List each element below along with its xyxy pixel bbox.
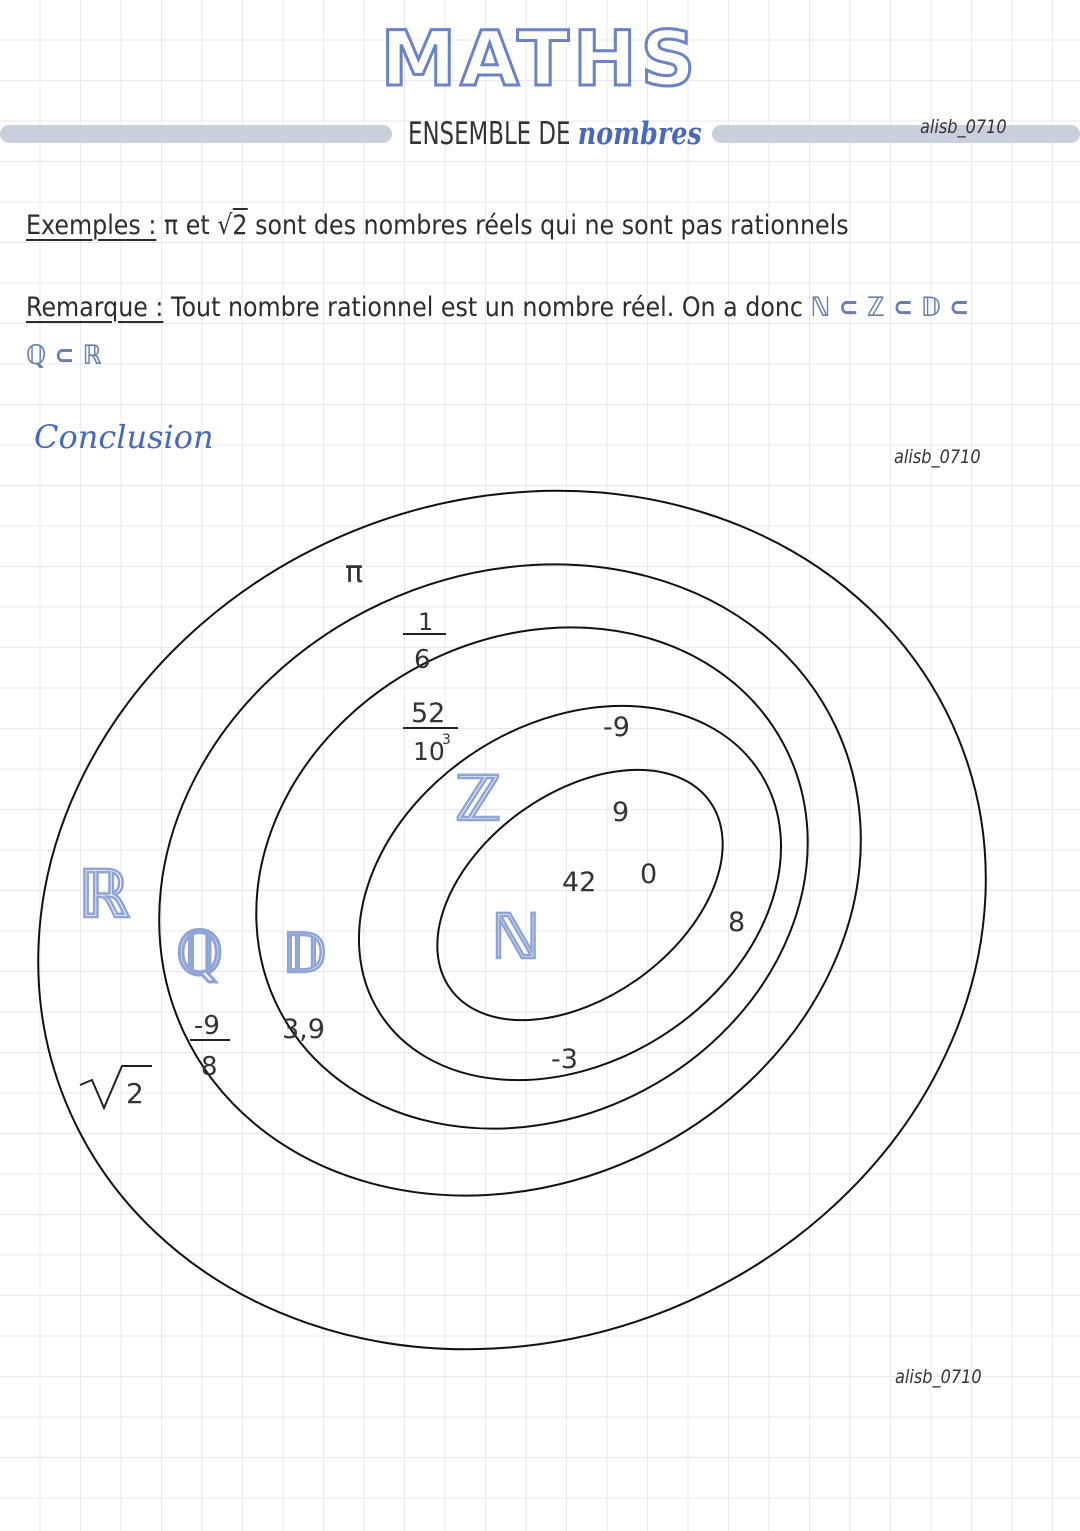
- element-pi: π: [345, 555, 364, 590]
- subtitle-main: ENSEMBLE DE: [408, 116, 578, 152]
- sqrt-symbol: √: [217, 210, 233, 241]
- set-label-z: ℤ: [455, 762, 502, 835]
- conclusion-title: Conclusion: [34, 418, 214, 456]
- element-one-sixth-numerator: 1: [418, 608, 434, 636]
- element-zero: 0: [640, 859, 658, 890]
- element-sqrt-two-radicand: 2: [126, 1077, 144, 1110]
- set-label-r: ℝ: [78, 856, 131, 933]
- element-forty-two: 42: [562, 867, 597, 898]
- watermark-middle: alisb_0710: [894, 446, 981, 468]
- set-d-boundary: [168, 532, 897, 1223]
- element-minus-three: -3: [551, 1044, 578, 1075]
- remarque-label: Remarque :: [26, 292, 164, 323]
- exemples-label: Exemples :: [26, 210, 157, 241]
- inclusion-chain-1: ℕ ⊂ ℤ ⊂ 𝔻 ⊂: [810, 292, 970, 323]
- watermark-top: alisb_0710: [920, 116, 1007, 138]
- set-label-q: ℚ: [176, 919, 224, 989]
- set-label-d: 𝔻: [282, 922, 327, 985]
- set-q-boundary: [55, 451, 965, 1308]
- element-minus-nine-eighths-numerator: -9: [194, 1011, 220, 1041]
- element-52-over-10-cubed-denominator: 10: [413, 737, 445, 766]
- remarque-text: Tout nombre rationnel est un nombre réel. On a donc: [163, 292, 811, 323]
- set-label-n: ℕ: [491, 900, 541, 973]
- element-52-over-10-cubed-numerator: 52: [411, 698, 446, 729]
- element-minus-nine-eighths-denominator: 8: [201, 1052, 218, 1082]
- element-52-over-10-cubed-exponent: 3: [442, 732, 451, 748]
- watermark-bottom: alisb_0710: [895, 1366, 982, 1388]
- inclusion-chain-2: ℚ ⊂ ℝ: [26, 340, 102, 371]
- exemples-text-before: π et: [156, 210, 218, 241]
- element-nine: 9: [612, 797, 630, 828]
- sqrt-radicand: 2: [232, 210, 248, 241]
- subtitle-accent: nombres: [577, 116, 702, 152]
- element-minus-nine-z: -9: [603, 712, 630, 743]
- exemples-text-after: sont des nombres réels qui ne sont pas rationnels: [247, 210, 849, 241]
- element-one-sixth-denominator: 6: [414, 645, 431, 675]
- page-title: MATHS: [380, 14, 700, 103]
- element-eight-d: 8: [728, 907, 746, 938]
- element-three-comma-nine: 3,9: [282, 1014, 325, 1045]
